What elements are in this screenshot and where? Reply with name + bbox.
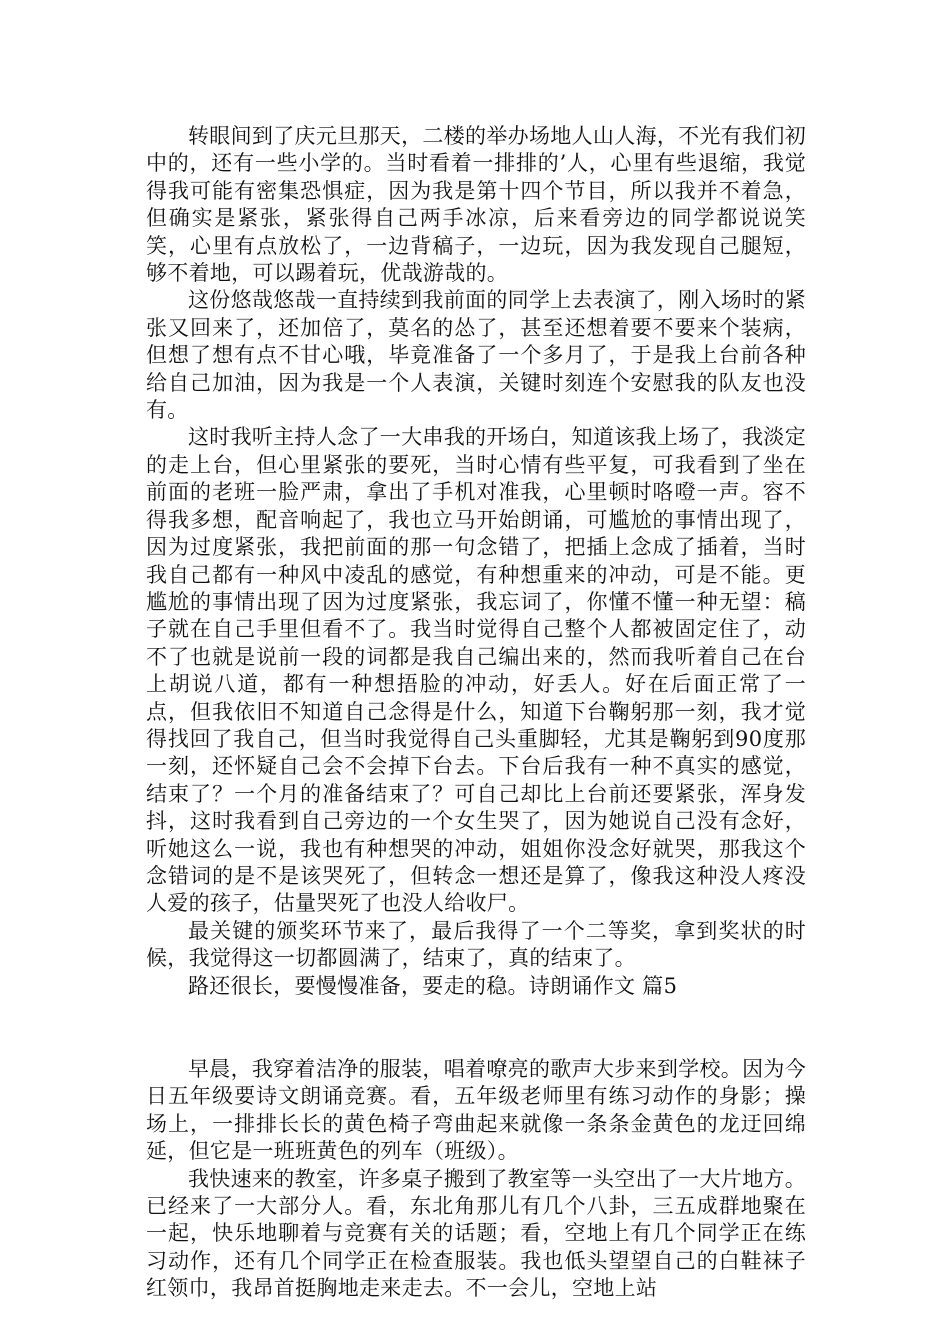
paragraph-morning: 早晨，我穿着洁净的服装，唱着嘹亮的歌声大步来到学校。因为今日五年级要诗文朗诵竞赛。看，五年级老师里有练习动作的身影；操场上，一排排长长的黄色椅子弯曲起来就像一条条金黄色的龙迂回绵延，但它是一班班黄色的列车（班级）。	[146, 1057, 806, 1164]
paragraph-classroom: 我快速来的教室，许多桌子搬到了教室等一头空出了一大片地方。已经来了一大部分人。看，东北角那儿有几个八卦，三五成群地聚在一起，快乐地聊着与竞赛有关的话题；看，空地上有几个同学正在练习动作，还有几个同学正在检查服装。我也低头望望自己的白鞋袜子红领巾，我昂首挺胸地走来走去。不一会儿，空地上站	[146, 1166, 806, 1301]
paragraph-award: 最关键的颁奖环节来了，最后我得了一个二等奖，拿到奖状的时候，我觉得这一切都圆满了，结束了，真的结束了。	[146, 918, 806, 971]
paragraph-waiting-nervous: 这份悠哉悠哉一直持续到我前面的同学上去表演了，刚入场时的紧张又回来了，还加倍了，莫名的怂了，甚至还想着要不要来个装病，但想了想有点不甘心哦，毕竟准备了一个多月了，于是我上台前各种给自己加油，因为我是一个人表演，关键时刻连个安慰我的队友也没有。	[146, 288, 806, 423]
paragraph-new-year-show: 转眼间到了庆元旦那天，二楼的举办场地人山人海，不光有我们初中的，还有一些小学的。当时看着一排排的’人，心里有些退缩，我觉得我可能有密集恐惧症，因为我是第十四个节目，所以我并不着急，但确实是紧张，紧张得自己两手冰凉，后来看旁边的同学都说说笑笑，心里有点放松了，一边背稿子，一边玩，因为我发现自己腿短，够不着地，可以踢着玩，优哉游哉的。	[146, 124, 806, 286]
document-page	[146, 123, 806, 1303]
section-gap	[146, 1000, 806, 1056]
paragraph-conclusion-heading: 路还很长，要慢慢准备，要走的稳。诗朗诵作文 篇5	[188, 973, 678, 998]
paragraph-on-stage: 这时我听主持人念了一大串我的开场白，知道该我上场了，我淡定的走上台，但心里紧张的要死，当时心情有些平复，可我看到了坐在前面的老班一脸严肃，拿出了手机对准我，心里顿时咯噔一声。容不得我多想，配音响起了，我也立马开始朗诵，可尴尬的事情出现了，因为过度紧张，我把前面的那一句念错了，把插上念成了插着，当时我自己都有一种风中凌乱的感觉，有种想重来的冲动，可是不能。更尴尬的事情出现了因为过度紧张，我忘词了，你懂不懂一种无望：稿子就在自己手里但看不了。我当时觉得自己整个人都被固定住了，动不了也就是说前一段的词都是我自己编出来的，然而我听着自己在台上胡说八道，都有一种想捂脸的冲动，好丢人。好在后面正常了一点，但我依旧不知道自己念得是什么，知道下台鞠躬那一刻，我才觉得找回了我自己，但当时我觉得自己头重脚轻，尤其是鞠躬到90度那一刻，还怀疑自己会不会掉下台去。下台后我有一种不真实的感觉，结束了？一个月的准备结束了？可自己却比上台前还要紧张，浑身发抖，这时我看到自己旁边的一个女生哭了，因为她说自己没有念好，听她这么一说，我也有种想哭的冲动，姐姐你没念好就哭，那我这个念错词的是不是该哭死了，但转念一想还是算了，像我这种没人疼没人爱的孩子，估量哭死了也没人给收尸。	[146, 425, 806, 916]
